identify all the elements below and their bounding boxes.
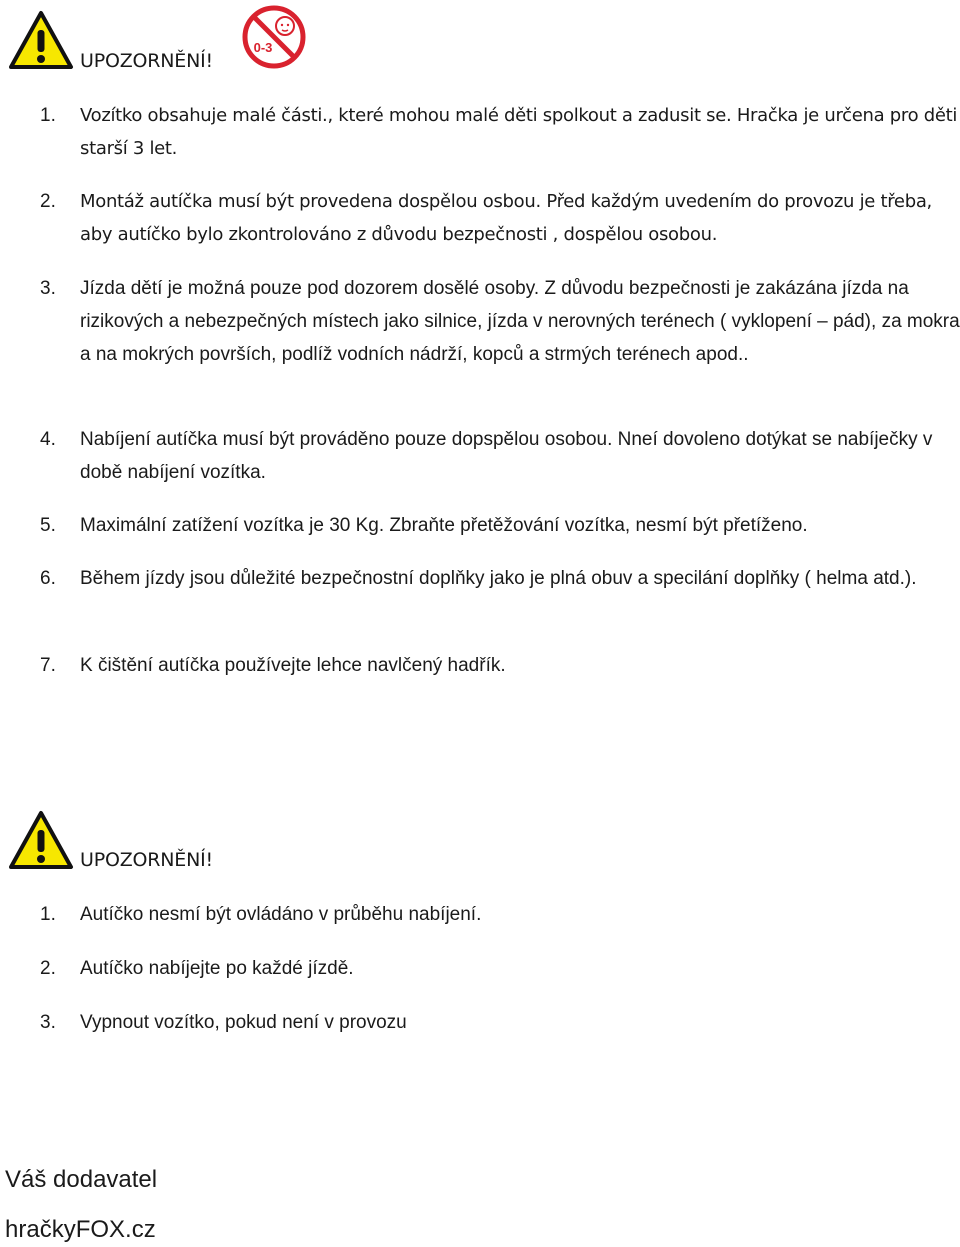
- list-item: [40, 649, 960, 682]
- item-text: Vypnout vozítko, pokud není v provozu: [80, 1012, 407, 1033]
- age-badge-text: 0-3: [253, 40, 273, 55]
- age-0-3-prohibited-icon: [241, 4, 307, 70]
- list-item: [40, 1006, 960, 1039]
- list-item: [40, 562, 960, 595]
- brand-name: hračkyFOX.cz: [5, 1216, 156, 1243]
- item-text: Během jízdy jsou důležité bezpečnostní doplňky jako je plná obuv a specilání doplňky ( helma atd.).: [80, 568, 917, 589]
- item-text: Maximální zatížení vozítka je 30 Kg. Zbraňte přetěžování vozítka, nesmí být přetíženo.: [80, 515, 808, 536]
- list-item: [40, 423, 960, 489]
- item-text: Jízda dětí je možná pouze pod dozorem dosělé osoby. Z důvodu bezpečnosti je zakázána jízda na rizikových a nebezpečných místech jako silnice, jízda v nerovných terénech ( vyklopení – pád), za mokra a na mokrých površích, podlíž vodních nádrží, kopců a strmých terénech apod..: [80, 278, 960, 365]
- list-item: [40, 898, 960, 931]
- item-text: Autíčko nabíjejte po každé jízdě.: [80, 958, 354, 979]
- item-number: 3.: [40, 278, 56, 299]
- item-number: 5.: [40, 515, 56, 536]
- item-number: 1.: [40, 904, 56, 925]
- item-text: K čištění autíčka používejte lehce navlčený hadřík.: [80, 655, 506, 676]
- item-number: 3.: [40, 1012, 56, 1033]
- item-number: 2.: [40, 958, 56, 979]
- list-item: [40, 952, 960, 985]
- section-2-heading: UPOZORNĚNÍ!: [80, 849, 213, 871]
- section-1-heading: UPOZORNĚNÍ!: [80, 50, 213, 72]
- item-number: 1.: [40, 105, 56, 126]
- list-item: [40, 185, 960, 251]
- supplier-label: Váš dodavatel: [5, 1166, 158, 1193]
- item-text: Vozítko obsahuje malé části., které mohou malé děti spolkout a zadusit se. Hračka je určena pro děti starší 3 let.: [80, 105, 958, 159]
- warning-triangle-icon: [8, 10, 74, 70]
- list-item: [40, 99, 960, 165]
- warning-triangle-icon: [8, 810, 74, 870]
- item-text: Autíčko nesmí být ovládáno v průběhu nabíjení.: [80, 904, 482, 925]
- item-number: 7.: [40, 655, 56, 676]
- item-number: 6.: [40, 568, 56, 589]
- item-number: 4.: [40, 429, 56, 450]
- item-text: Montáž autíčka musí být provedena dospělou osbou. Před každým uvedením do provozu je třeba, aby autíčko bylo zkontrolováno z důvodu bezpečnosti , dospělou osobou.: [80, 191, 932, 245]
- item-text: Nabíjení autíčka musí být prováděno pouze dopspělou osobou. Nneí dovoleno dotýkat se nabíječky v době nabíjení vozítka.: [80, 429, 933, 483]
- item-number: 2.: [40, 191, 56, 212]
- list-item: [40, 509, 960, 542]
- list-item: [40, 272, 960, 371]
